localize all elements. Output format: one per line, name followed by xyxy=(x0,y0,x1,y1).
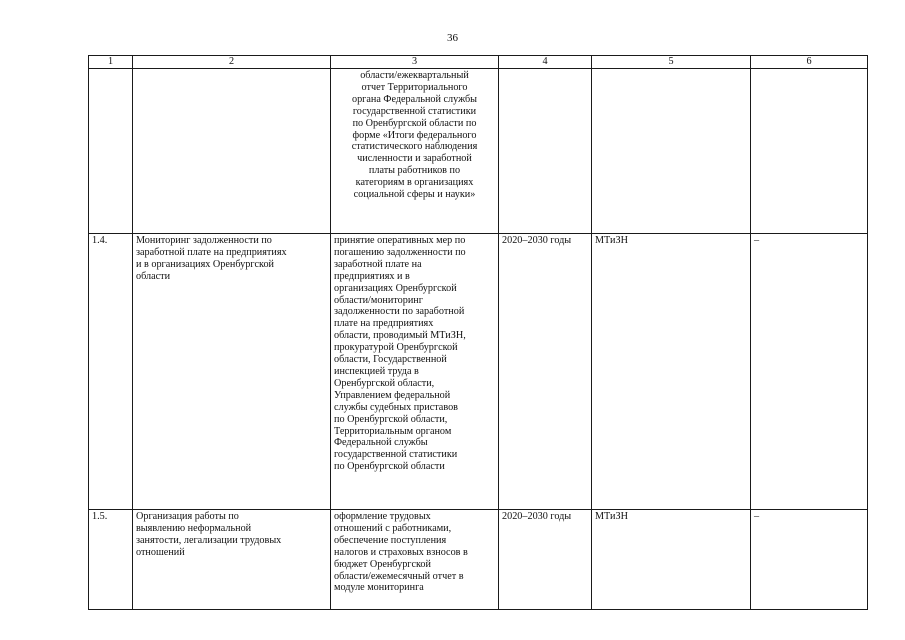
note-cell xyxy=(751,69,868,234)
note-cell xyxy=(751,510,868,610)
row-number: 1.4. xyxy=(92,235,108,246)
period: 2020–2030 годы xyxy=(502,235,572,246)
row-number-cell xyxy=(89,510,133,610)
row-number-cell xyxy=(89,69,133,234)
period-cell xyxy=(499,510,592,610)
period-cell xyxy=(499,234,592,510)
page-number: 36 xyxy=(447,32,458,44)
executor: МТиЗН xyxy=(595,235,628,246)
executor-cell xyxy=(592,234,751,510)
period: 2020–2030 годы xyxy=(502,511,572,522)
expected-result: принятие оперативных мер по погашению задолженности по заработной плате на предприятиях и в организациях Оренбургской области/мониторинг задолженности по заработной плате на предприятиях области, проводимый МТиЗН, прокуратурой Оренбургской области, Государственной инспекцией труда в Оренбургской области, Управлением федеральной службы судебных приставов по Оренбургской области, Территориальным органом Федеральной службы государственной статистики по Оренбургской области xyxy=(334,235,466,473)
row-number: 1.5. xyxy=(92,511,108,522)
measure-name: Организация работы по выявлению неформальной занятости, легализации трудовых отношений xyxy=(136,511,282,558)
measure-name-cell xyxy=(133,510,331,610)
measure-name-cell xyxy=(133,234,331,510)
expected-result-cell xyxy=(331,69,499,234)
table-row xyxy=(89,234,868,510)
table-row xyxy=(89,510,868,610)
column-header-5: 5 xyxy=(592,56,751,69)
expected-result-cell xyxy=(331,510,499,610)
executor: МТиЗН xyxy=(595,511,628,522)
note-cell xyxy=(751,234,868,510)
expected-result-cell xyxy=(331,234,499,510)
measures-table xyxy=(88,55,868,610)
measure-name: Мониторинг задолженности по заработной плате на предприятиях и в организациях Оренбургской области xyxy=(136,235,287,282)
expected-result: области/ежеквартальный отчет Территориального органа Федеральной службы государственной статистики по Оренбургской области по форме «Итоги федерального статистического наблюдения численности и заработной платы работников по категориям в организациях социальной сферы и науки» xyxy=(351,70,478,201)
executor-cell xyxy=(592,69,751,234)
measure-name-cell xyxy=(133,69,331,234)
period-cell xyxy=(499,69,592,234)
column-header-2: 2 xyxy=(133,56,331,69)
table-header xyxy=(89,56,868,69)
column-header-3: 3 xyxy=(331,56,499,69)
column-header-6: 6 xyxy=(751,56,868,69)
header-row xyxy=(89,56,868,69)
note: – xyxy=(754,235,760,246)
executor-cell xyxy=(592,510,751,610)
table-row xyxy=(89,69,868,234)
column-header-4: 4 xyxy=(499,56,592,69)
table-body xyxy=(89,69,868,610)
note: – xyxy=(754,511,760,522)
row-number-cell xyxy=(89,234,133,510)
expected-result: оформление трудовых отношений с работниками, обеспечение поступления налогов и страховых взносов в бюджет Оренбургской области/ежемесячный отчет в модуле мониторинга xyxy=(334,511,468,594)
column-header-1: 1 xyxy=(89,56,133,69)
